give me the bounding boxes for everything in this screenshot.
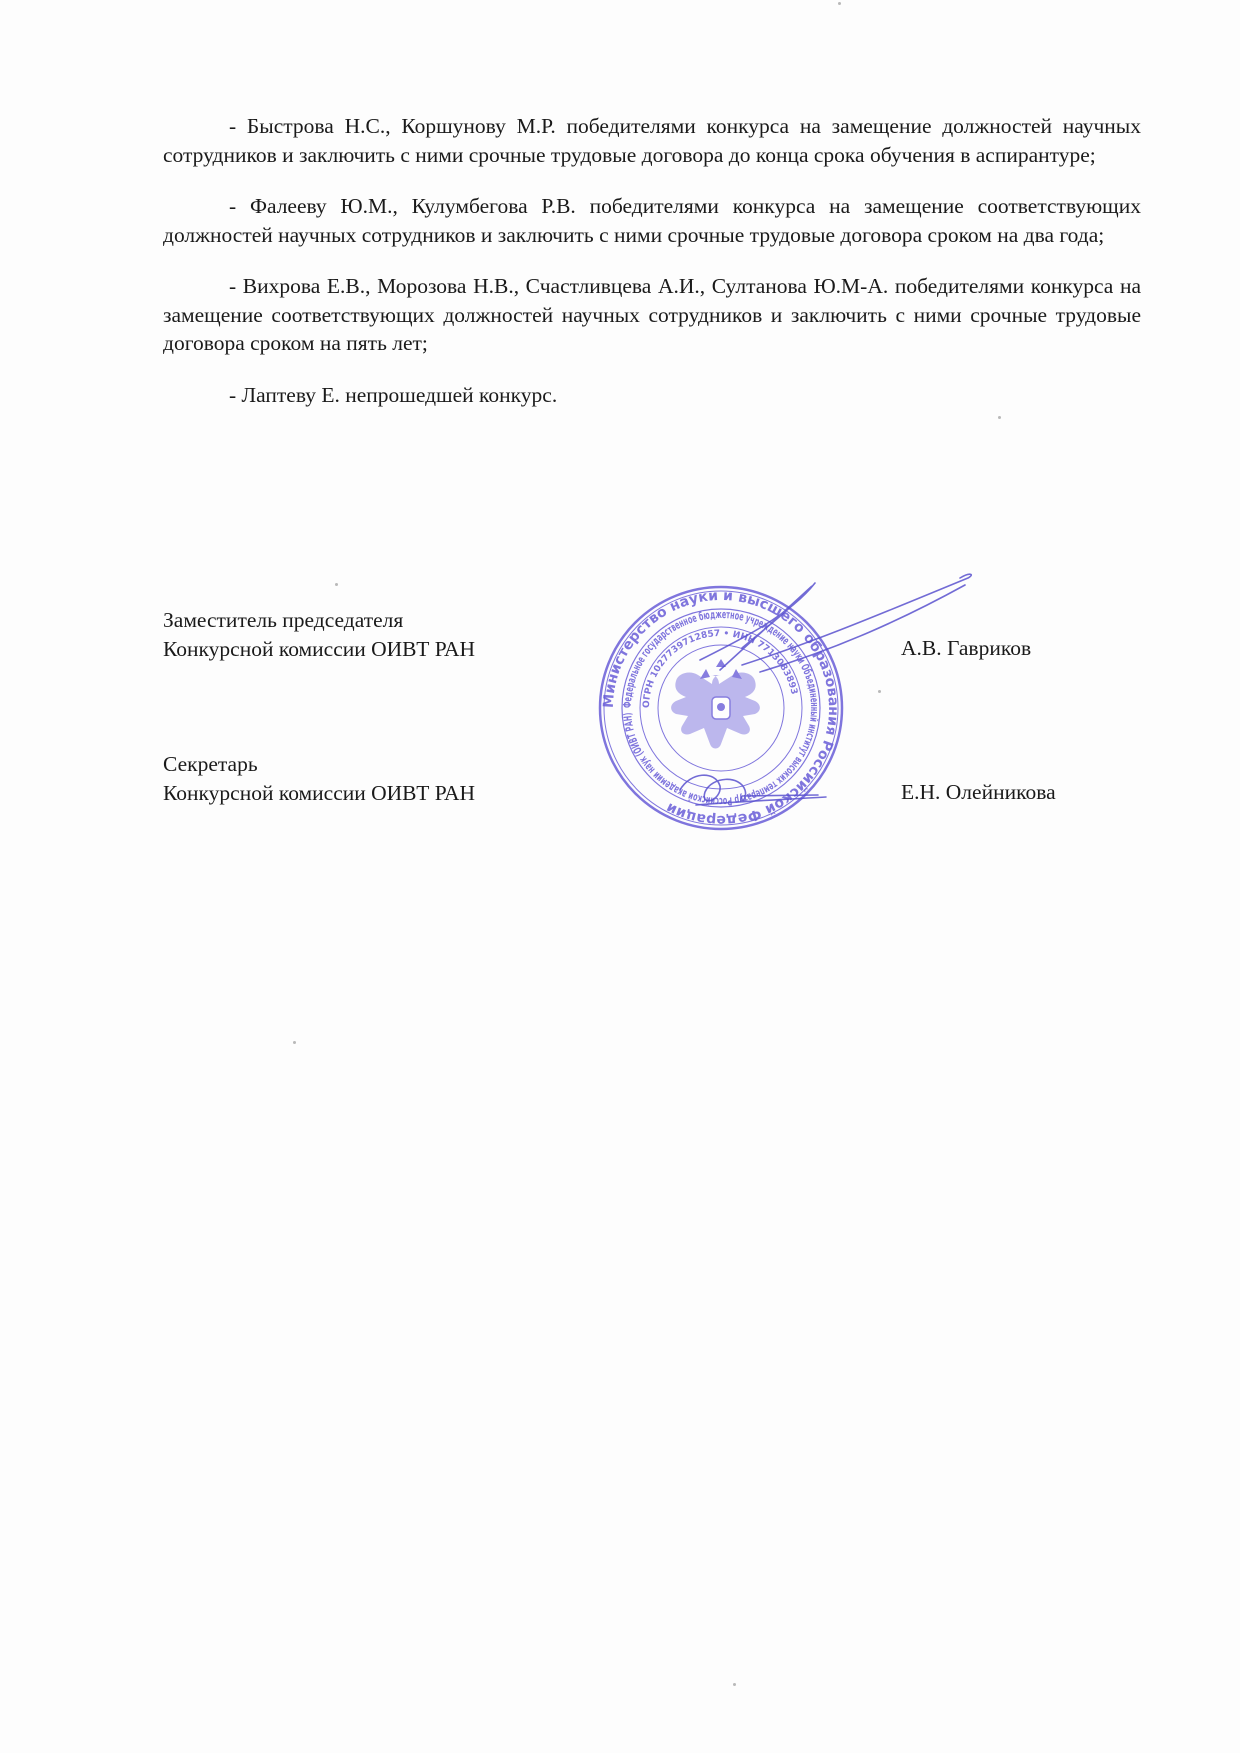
deputy-title-line2: Конкурсной комиссии ОИВТ РАН bbox=[163, 636, 476, 661]
deputy-title-line1: Заместитель председателя bbox=[163, 608, 404, 632]
deputy-name: А.В. Гавриков bbox=[901, 636, 1032, 660]
scan-speck bbox=[998, 416, 1001, 419]
scan-speck bbox=[838, 2, 841, 5]
decision-item-1: - Быстрова Н.С., Коршунову М.Р. победителями конкурса на замещение должностей научных сотрудников и заключить с ними срочные трудовые договора до конца срока обучения в аспирантуре; bbox=[163, 114, 1141, 167]
scan-speck bbox=[878, 690, 881, 693]
decision-item-4: - Лаптеву Е. непрошедшей конкурс. bbox=[229, 382, 558, 407]
stamp-middle-text: Федеральное государственное бюджетное учреждение науки Объединенный институт высоких температур Российской академии наук (ОИВТ РАН) bbox=[620, 607, 822, 809]
decision-item-2: - Фалееву Ю.М., Кулумбегова Р.В. победителями конкурса на замещение соответствующих должностей научных сотрудников и заключить с ними срочные трудовые договора сроком на два года; bbox=[163, 194, 1141, 247]
secretary-title-line2: Конкурсной комиссии ОИВТ РАН bbox=[163, 780, 476, 805]
secretary-name: Е.Н. Олейникова bbox=[901, 780, 1056, 804]
stamp-outer-text: Министерство науки и высшего образования Российской Федерации bbox=[600, 587, 842, 829]
secretary-title-line1: Секретарь bbox=[163, 752, 258, 776]
scan-speck bbox=[733, 1683, 736, 1686]
scan-speck bbox=[293, 1041, 296, 1044]
decision-item-3: - Вихрова Е.В., Морозова Н.В., Счастливцева А.И., Султанова Ю.М-А. победителями конкурса на замещение соответствующих должностей научных сотрудников и заключить с ними срочные трудовые договора сроком на пять лет; bbox=[163, 274, 1141, 355]
stamp-inner-text: ОГРН 1027739712857 • ИНН 7713083893 bbox=[641, 628, 799, 709]
scan-speck bbox=[335, 583, 338, 586]
